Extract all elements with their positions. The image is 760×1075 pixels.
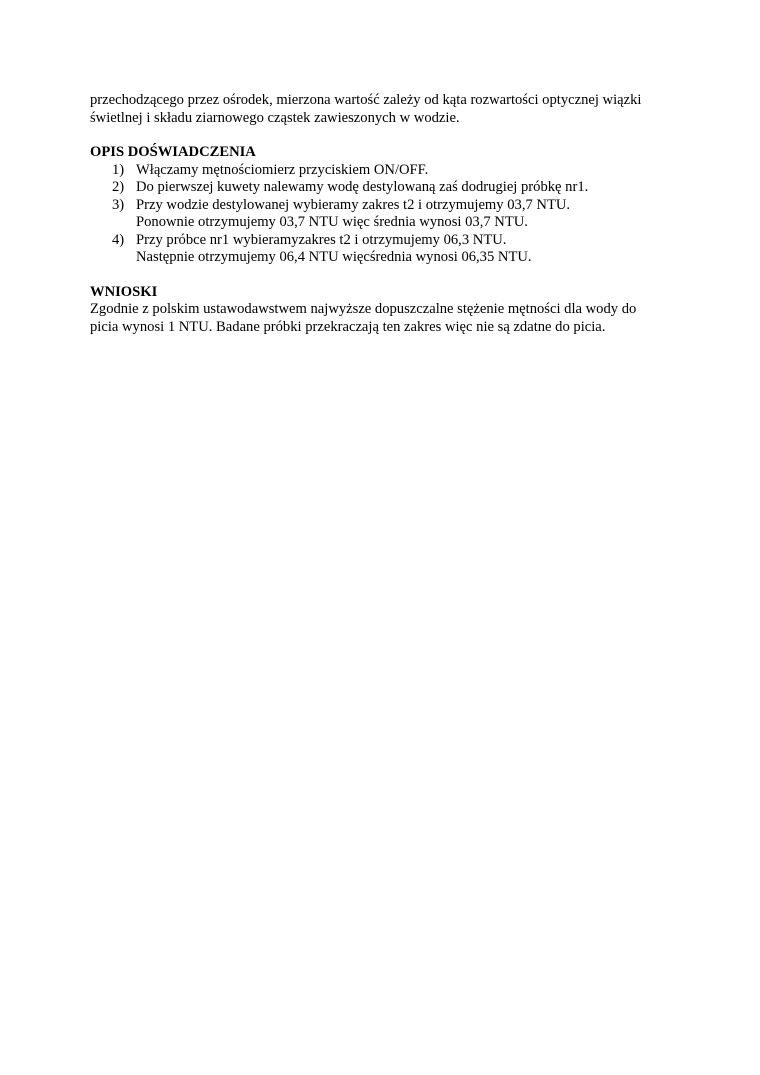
step-number: 3) xyxy=(112,196,125,213)
step-text-continued: Ponownie otrzymujemy 03,7 NTU więc średnia wynosi 03,7 NTU. xyxy=(136,214,528,230)
step-number: 4) xyxy=(112,231,125,248)
conclusions-section xyxy=(90,284,680,337)
intro-paragraph xyxy=(90,92,680,127)
step-text: Włączamy mętnościomierz przyciskiem ON/OFF. xyxy=(136,161,429,178)
experiment-heading: OPIS DOŚWIADCZENIA xyxy=(90,144,256,160)
experiment-steps-list xyxy=(90,162,680,267)
experiment-section xyxy=(90,144,680,267)
step-text: Przy próbce nr1 wybieramyzakres t2 i otrzymujemy 06,3 NTU. xyxy=(136,231,507,248)
step-2 xyxy=(90,179,680,197)
step-3 xyxy=(90,197,680,232)
step-4 xyxy=(90,232,680,267)
document-page xyxy=(90,92,680,336)
step-number: 1) xyxy=(112,161,125,178)
conclusions-line-2: picia wynosi 1 NTU. Badane próbki przekraczają ten zakres więc nie są zdatne do picia. xyxy=(90,318,606,335)
intro-line-2: świetlnej i składu ziarnowego cząstek zawieszonych w wodzie. xyxy=(90,109,460,126)
intro-line-1: przechodzącego przez ośrodek, mierzona wartość zależy od kąta rozwartości optycznej wiązki xyxy=(90,92,642,108)
step-text: Przy wodzie destylowanej wybieramy zakres t2 i otrzymujemy 03,7 NTU. xyxy=(136,196,571,213)
step-number: 2) xyxy=(112,179,125,195)
step-text: Do pierwszej kuwety nalewamy wodę destylowaną zaś dodrugiej próbkę nr1. xyxy=(136,179,589,195)
step-text-continued: Następnie otrzymujemy 06,4 NTU więcśrednia wynosi 06,35 NTU. xyxy=(136,249,532,265)
conclusions-heading: WNIOSKI xyxy=(90,283,158,300)
conclusions-line-1: Zgodnie z polskim ustawodawstwem najwyższe dopuszczalne stężenie mętności dla wody do xyxy=(90,301,637,317)
step-1 xyxy=(90,162,680,180)
